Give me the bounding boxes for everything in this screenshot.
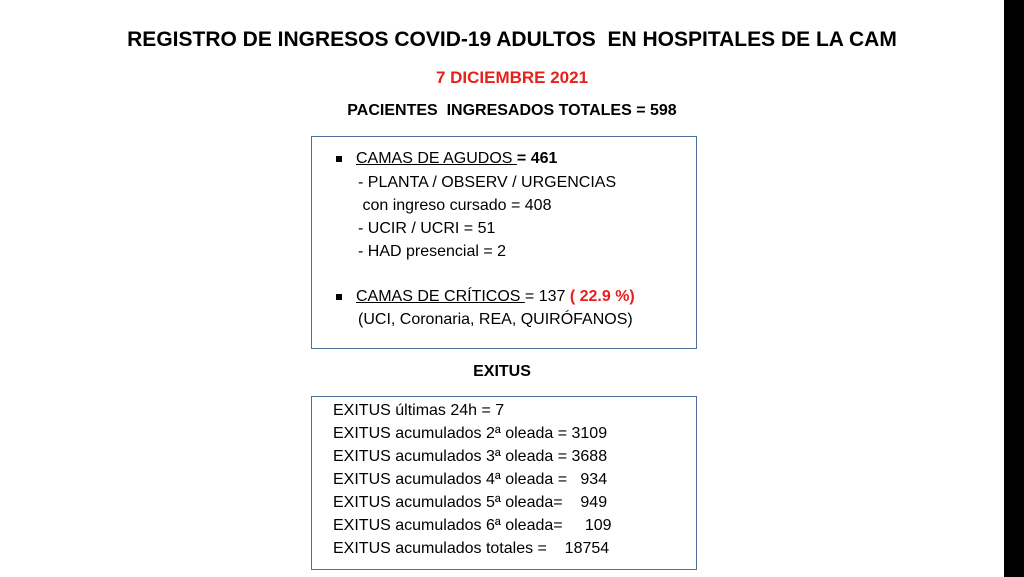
exitus-line: EXITUS acumulados 6ª oleada= 109 xyxy=(333,517,612,534)
bullet-acute xyxy=(336,156,342,162)
report-date: 7 DICIEMBRE 2021 xyxy=(435,68,589,87)
exitus-line: EXITUS acumulados totales = 18754 xyxy=(333,540,610,557)
exitus-box xyxy=(311,396,697,570)
critical-beds-label: CAMAS DE CRÍTICOS xyxy=(356,288,525,305)
exitus-heading: EXITUS xyxy=(473,363,531,380)
acute-detail-line: - HAD presencial = 2 xyxy=(358,243,507,260)
exitus-line: EXITUS acumulados 4ª oleada = 934 xyxy=(333,471,608,488)
exitus-line: EXITUS acumulados 2ª oleada = 3109 xyxy=(333,425,608,442)
exitus-line: EXITUS acumulados 3ª oleada = 3688 xyxy=(333,448,608,465)
acute-beds-value: = 461 xyxy=(516,150,558,167)
exitus-line: EXITUS acumulados 5ª oleada= 949 xyxy=(333,494,608,511)
acute-detail-line: - UCIR / UCRI = 51 xyxy=(358,220,496,237)
total-patients: PACIENTES INGRESADOS TOTALES = 598 xyxy=(347,102,677,119)
acute-beds-label: CAMAS DE AGUDOS xyxy=(356,150,517,167)
bullet-critical xyxy=(336,294,342,300)
critical-detail: (UCI, Coronaria, REA, QUIRÓFANOS) xyxy=(358,311,633,328)
acute-detail-line: con ingreso cursado = 408 xyxy=(358,197,552,214)
critical-beds-row xyxy=(356,287,635,307)
acute-detail-line: - PLANTA / OBSERV / URGENCIAS xyxy=(358,174,617,191)
acute-beds-row xyxy=(356,149,557,169)
exitus-line: EXITUS últimas 24h = 7 xyxy=(333,402,505,419)
critical-beds-percent: ( 22.9 %) xyxy=(569,288,635,305)
screen-edge xyxy=(1004,0,1024,577)
critical-beds-value: = 137 xyxy=(524,288,570,305)
page-title: REGISTRO DE INGRESOS COVID-19 ADULTOS EN HOSPITALES DE LA CAM xyxy=(127,28,897,51)
beds-box xyxy=(311,136,697,349)
